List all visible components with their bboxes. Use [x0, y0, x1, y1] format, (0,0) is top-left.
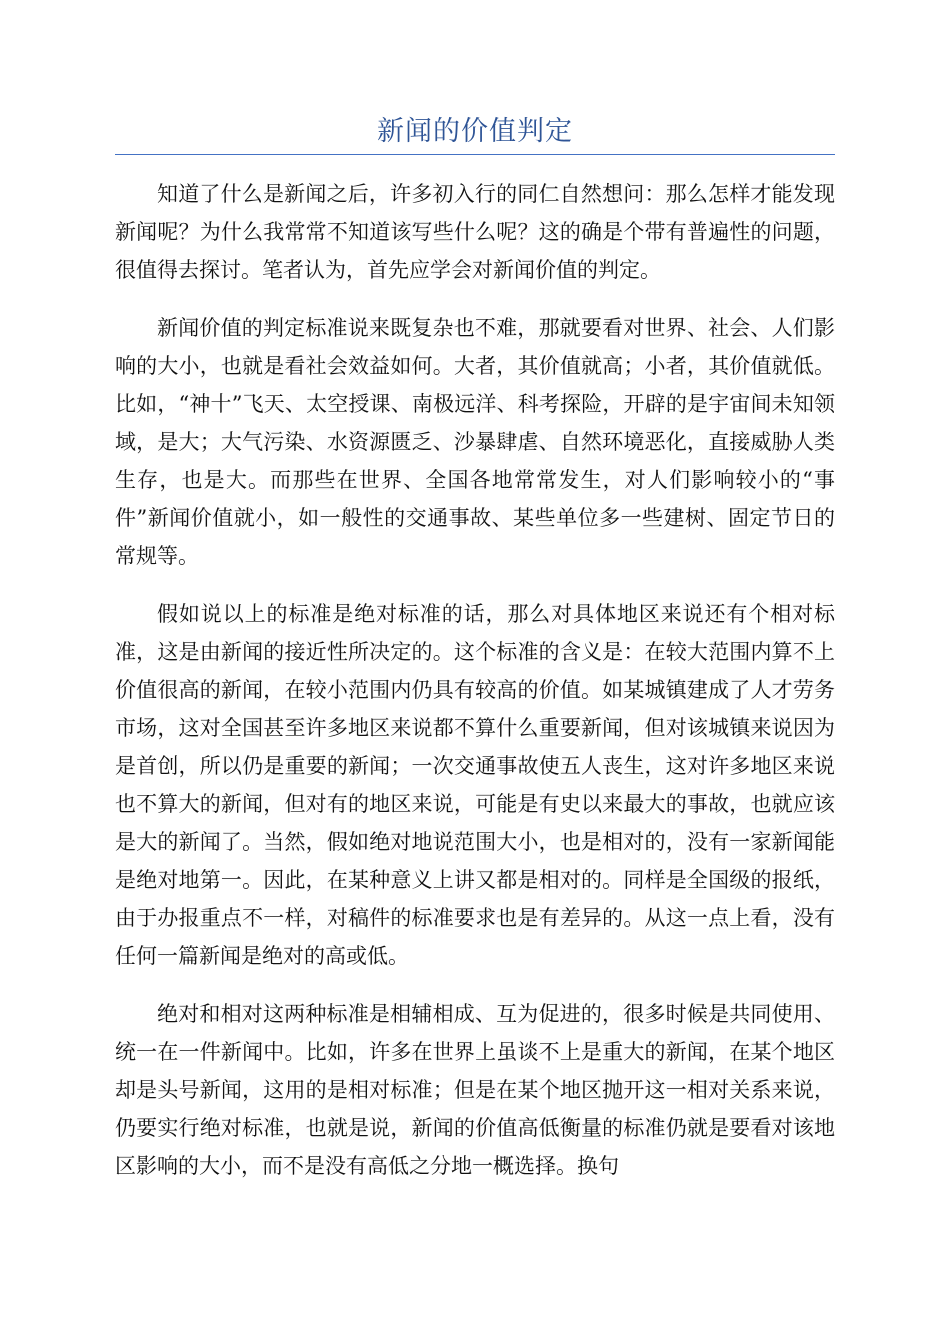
paragraph-4: 绝对和相对这两种标准是相辅相成、互为促进的，很多时候是共同使用、统一在一件新闻中。比如，许多在世界上虽谈不上是重大的新闻，在某个地区却是头号新闻，这用的是相对标准；但是在某个地区抛开这一相对关系来说，仍要实行绝对标准，也就是说，新闻的价值高低衡量的标准仍就是要看对该地区影响的大小，而不是没有高低之分地一概选择。换句 [115, 1002, 835, 1178]
document-body [115, 175, 835, 1205]
paragraph-1: 知道了什么是新闻之后，许多初入行的同仁自然想问：那么怎样才能发现新闻呢？为什么我常常不知道该写些什么呢？这的确是个带有普遍性的问题，很值得去探讨。笔者认为，首先应学会对新闻价值的判定。 [115, 182, 835, 282]
paragraph-3: 假如说以上的标准是绝对标准的话，那么对具体地区来说还有个相对标准，这是由新闻的接近性所决定的。这个标准的含义是：在较大范围内算不上价值很高的新闻，在较小范围内仍具有较高的价值。如某城镇建成了人才劳务市场，这对全国甚至许多地区来说都不算什么重要新闻，但对该城镇来说因为是首创，所以仍是重要的新闻；一次交通事故使五人丧生，这对许多地区来说也不算大的新闻，但对有的地区来说，可能是有史以来最大的事故，也就应该是大的新闻了。当然，假如绝对地说范围大小，也是相对的，没有一家新闻能是绝对地第一。因此，在某种意义上讲又都是相对的。同样是全国级的报纸，由于办报重点不一样，对稿件的标准要求也是有差异的。从这一点上看，没有任何一篇新闻是绝对的高或低。 [115, 602, 835, 968]
paragraph-2: 新闻价值的判定标准说来既复杂也不难，那就要看对世界、社会、人们影响的大小，也就是看社会效益如何。大者，其价值就高；小者，其价值就低。比如，“神十”飞天、太空授课、南极远洋、科考探险，开辟的是宇宙间未知领域，是大；大气污染、水资源匮乏、沙暴肆虐、自然环境恶化，直接威胁人类生存，也是大。而那些在世界、全国各地常常发生，对人们影响较小的“事件”新闻价值就小，如一般性的交通事故、某些单位多一些建树、固定节日的常规等。 [115, 316, 835, 568]
title-underline-divider [115, 154, 835, 155]
page-title: 新闻的价值判定 [377, 116, 573, 147]
